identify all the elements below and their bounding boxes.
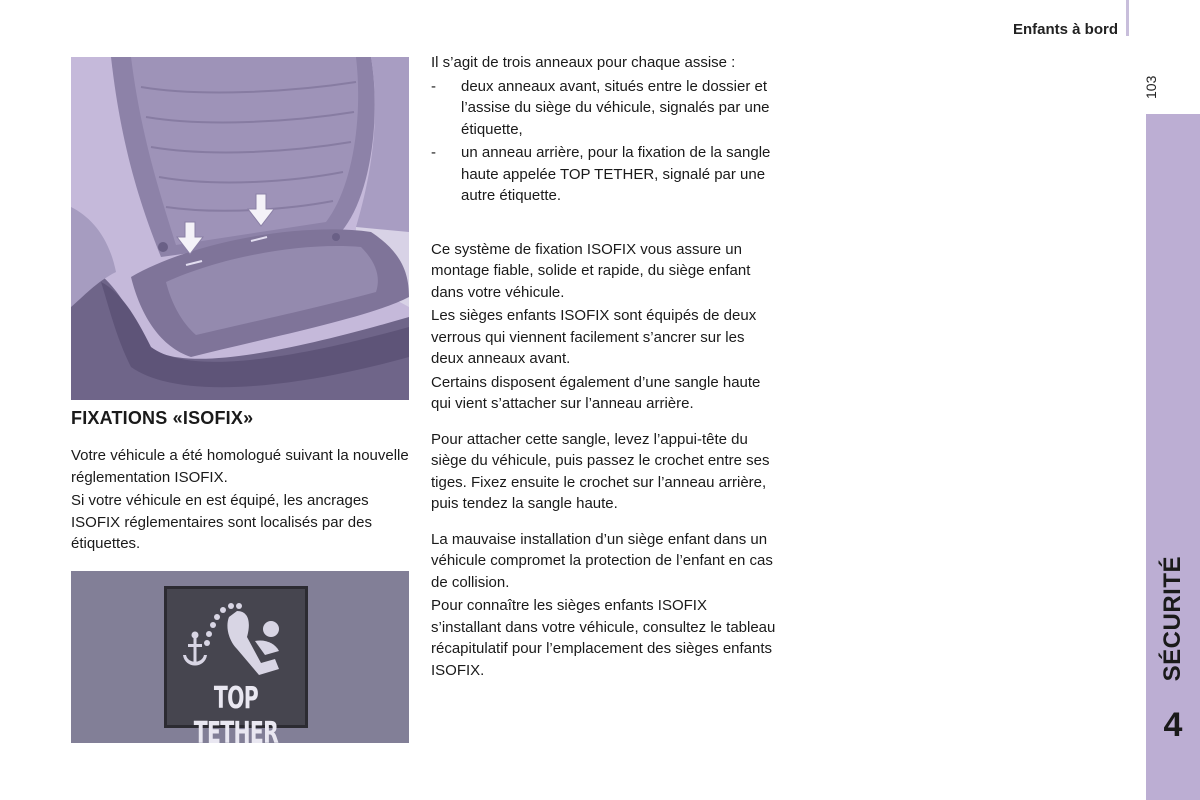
top-tether-label-plate (164, 586, 308, 751)
list-item (431, 142, 776, 207)
page-number: 103 (1143, 75, 1159, 99)
chapter-side-tab (1146, 114, 1200, 800)
top-tether-text: TOP TETHER (193, 681, 279, 751)
list-dash: - (431, 144, 436, 161)
attach-strap-paragraph: Pour attacher cette sangle, levez l’appui-tête du siège du véhicule, puis passez le crochet entre ses tiges. Fixez ensuite le crochet sur l’anneau arrière, puis tendez la sangle haute. (431, 430, 770, 512)
rings-list (431, 76, 776, 207)
seat-isofix-illustration (71, 57, 409, 400)
homologation-paragraph: Votre véhicule a été homologué suivant la nouvelle réglementation ISOFIX. (71, 447, 409, 486)
header-title: Enfants à bord (1012, 21, 1118, 38)
latches-paragraph: Les sièges enfants ISOFIX sont équipés de deux verrous qui viennent facilement s’ancrer sur les deux anneaux avant. (431, 307, 757, 367)
list-item (431, 76, 776, 141)
anchorage-paragraph: Si votre véhicule en est équipé, les ancrages ISOFIX réglementaires sont localisés par des étiquettes. (71, 492, 372, 552)
warning-paragraph: La mauvaise installation d’un siège enfant dans un véhicule compromet la protection de l’enfant en cas de collision. (431, 530, 773, 591)
anchor-child-seat-icon (167, 589, 305, 681)
section-heading: FIXATIONS «ISOFIX» (71, 408, 254, 428)
compatibility-paragraph: Pour connaître les sièges enfants ISOFIX s’installant dans votre véhicule, consultez le tableau récapitulatif pour l’emplacement des sièges enfants ISOFIX. (431, 597, 776, 679)
list-item-text: un anneau arrière, pour la fixation de la sangle haute appelée TOP TETHER, signalé par une autre étiquette. (461, 144, 771, 204)
chapter-number: 4 (1163, 706, 1183, 744)
isofix-system-paragraph: Ce système de fixation ISOFIX vous assure un montage fiable, solide et rapide, du siège enfant dans votre véhicule. (431, 240, 751, 301)
top-tether-pictogram (71, 571, 409, 751)
header-divider (1126, 0, 1129, 36)
seat-drawing (71, 57, 409, 400)
section-label-text: SÉCURITÉ (1159, 556, 1186, 682)
section-label (1146, 548, 1200, 690)
rings-intro: Il s’agit de trois anneaux pour chaque assise : (431, 54, 736, 71)
top-strap-paragraph: Certains disposent également d’une sangle haute qui vient s’attacher sur l’anneau arrière. (431, 373, 761, 412)
list-item-text: deux anneaux avant, situés entre le dossier et l’assise du siège du véhicule, signalés par une étiquette, (461, 77, 770, 138)
list-dash: - (431, 77, 436, 95)
right-column-text (431, 52, 776, 683)
left-column-text (71, 445, 416, 557)
